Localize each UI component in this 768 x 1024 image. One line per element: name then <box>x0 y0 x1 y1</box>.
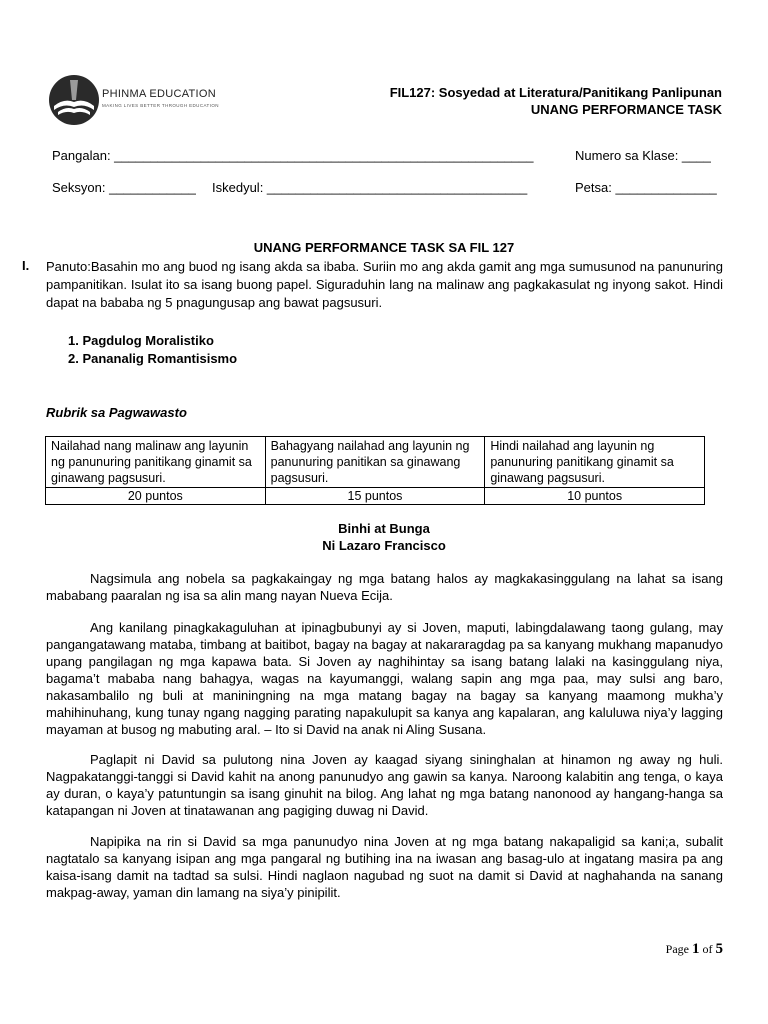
section-title: UNANG PERFORMANCE TASK SA FIL 127 <box>253 240 515 255</box>
page-word: Page <box>665 942 689 956</box>
rubric-title: Rubrik sa Pagwawasto <box>46 405 187 420</box>
rubric-points-10: 10 puntos <box>485 488 705 505</box>
story-paragraph-4 <box>46 833 723 901</box>
rubric-points-15: 15 puntos <box>265 488 485 505</box>
instruction-text: Panuto:Basahin mo ang buod ng isang akda sa ibaba. Suriin mo ang akda gamit ang mga sumusunod na panunuring pampanitikan. Isulat ito sa isang buong papel. Siguraduhin lang na malinaw ang pagkakasulat ng inyong sakot. Hindi dapat na bababa ng 5 pnagungusap ang bawat pagsusuri. <box>46 259 723 310</box>
approach-1: 1. Pagdulog Moralistiko <box>68 333 214 348</box>
rubric-description-row <box>46 437 705 488</box>
iskedyul-field: Iskedyul: ____________________________________ <box>212 180 528 195</box>
of-word: of <box>702 942 713 956</box>
pangalan-field: Pangalan: __________________________________________________________ <box>52 148 534 163</box>
seksyon-field: Seksyon: ____________ <box>52 180 196 195</box>
logo-emblem-icon <box>48 72 100 128</box>
logo-tagline: MAKING LIVES BETTER THROUGH EDUCATION <box>102 103 219 108</box>
story-paragraph-2 <box>46 619 723 738</box>
approach-2: 2. Pananalig Romantisismo <box>68 351 238 366</box>
petsa-field: Petsa: ______________ <box>575 180 717 195</box>
paragraph-text: Napipika na rin si David sa mga panunudyo nina Joven at ng mga batang nakapaligid sa kani;a, subalit nagtatalo sa kanyang isipan ang mga pangaral ng butihing ina na iwasan ang basag-ulo at ingatang masira pa ang kaisa-isang damit na tadtad sa sulsi. Hindi naglaon nagubad ng suot na damit si David at naghahanda na sanang makpag-away, yaman din lamang na siya’y pinipilit. <box>46 834 723 900</box>
page-number <box>666 941 723 958</box>
story-paragraph-1 <box>46 570 723 604</box>
rubric-cell-15: Bahagyang nailahad ang layunin ng panunuring panitikan sa ginawang pagsusuri. <box>265 437 485 488</box>
logo-brand-text: PHINMA EDUCATION <box>102 88 216 100</box>
numero-field: Numero sa Klase: ____ <box>575 148 711 163</box>
instruction-marker: I. <box>22 258 30 273</box>
total-pages: 5 <box>715 941 723 957</box>
paragraph-text: Paglapit ni David sa pulutong nina Joven ay kaagad siyang sininghalan at hinamon ng away ng huli. Nagpakatanggi-tanggi si David kahit na anong panunudyo ang gawin sa kanya. Naroong kalabitin ang tenga, o kaya ay duran, o kaya’y patuntungin sa isang ginuhit na bilog. Ang lahat ng mga batang nanonood ay hangang-hanga sa katapangan ni Joven at tinatawanan ang pagiging duwag ni David. <box>46 752 723 818</box>
phinma-logo <box>48 72 228 128</box>
story-author: Ni Lazaro Francisco <box>322 538 446 553</box>
rubric-table <box>45 436 705 505</box>
task-title: UNANG PERFORMANCE TASK <box>530 102 722 117</box>
course-title: FIL127: Sosyedad at Literatura/Panitikang Panlipunan <box>389 85 722 100</box>
rubric-points-20: 20 puntos <box>46 488 266 505</box>
story-title: Binhi at Bunga <box>338 521 430 536</box>
story-paragraph-3 <box>46 751 723 819</box>
current-page: 1 <box>692 941 700 957</box>
paragraph-text: Ang kanilang pinagkakaguluhan at ipinagbubunyi ay si Joven, maputi, labingdalawang taong gulang, may pangangatawang mataba, timbang at baitibot, bagay na bagay at nakararagdag pa sa kanyang mukhang mapanudyo upang pangilagan ng mga kapawa bata. Si Joven ay naghihintay sa isang batang lalaki na kasinggulang niya, bagama’t mababa nang bahagya, wagas na kayumanggi, walang sapin ang mga paa, may sulsi ang baro, nakasambalilo ng buli at maniningning na mga matang bagay na bagay sa kanyang maamong mukha’y mahihinuhang, kung tunay ngang nagging parating napakulupit sa kanya ang kapalaran, ang kaluluwa niya’y lagging mayaman at busog ng mabuting aral. – Ito si David na anak ni Aling Susana. <box>46 620 723 737</box>
rubric-cell-10: Hindi nailahad ang layunin ng panunuring panitikang ginamit sa ginawang pagsusuri. <box>485 437 705 488</box>
paragraph-text: Nagsimula ang nobela sa pagkakaingay ng mga batang halos ay magkakasinggulang na lahat sa isang mababang paaralan ng isa sa alin mang nayan Nueva Ecija. <box>46 571 723 603</box>
rubric-points-row <box>46 488 705 505</box>
rubric-cell-20: Nailahad nang malinaw ang layunin ng panunuring panitikang ginamit sa ginawang pagsusuri. <box>46 437 266 488</box>
